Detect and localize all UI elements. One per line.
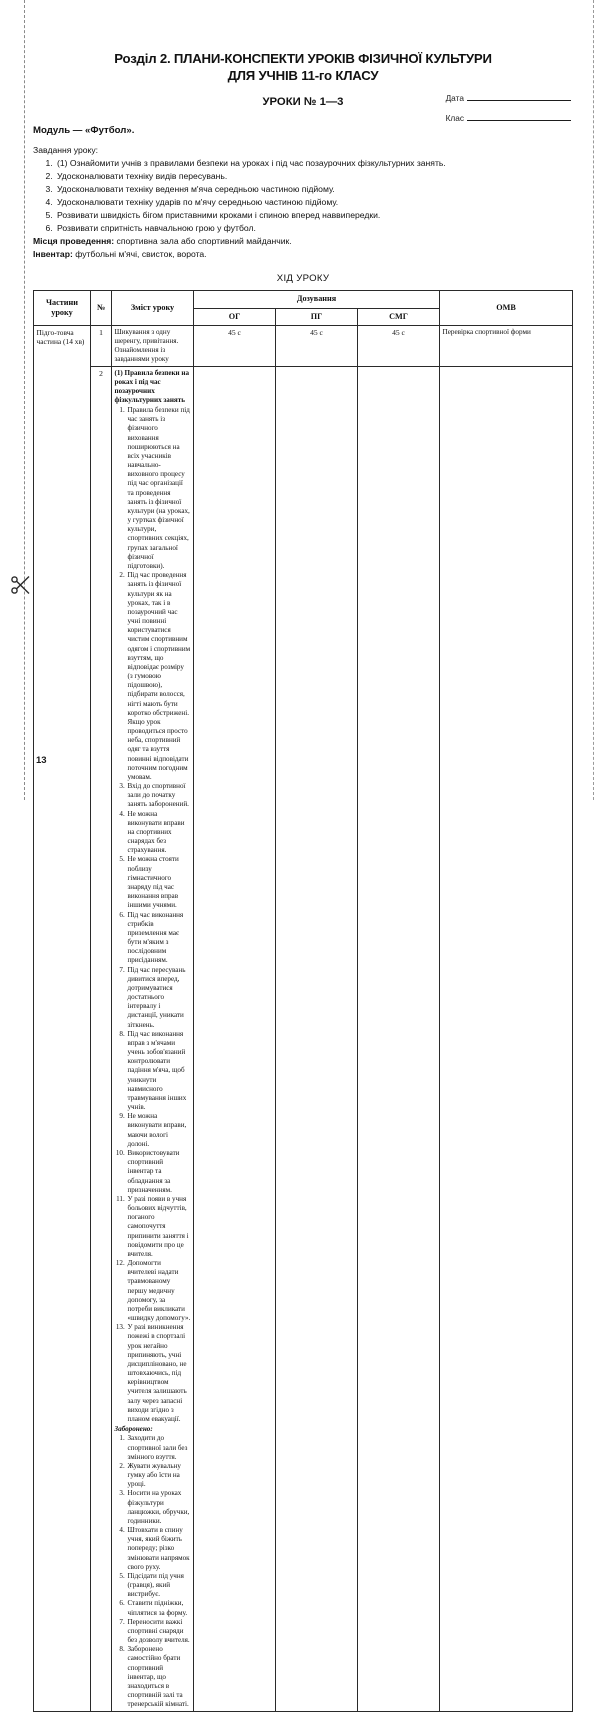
- th-omv: ОМВ: [440, 291, 573, 326]
- safety-rules-list: [115, 406, 191, 1424]
- th-dosage-pg: ПГ: [276, 308, 358, 326]
- page-title-line-2: ДЛЯ УЧНІВ 11-го КЛАСУ: [227, 68, 379, 84]
- list-item: 3. Вхід до спортивної зали до початку занять заборонений.: [127, 782, 191, 810]
- th-dosage-smg: СМГ: [358, 308, 440, 326]
- list-item: 12. Допомогти вчителеві надати травмованому першу медичну допомогу, за потреби викликати «швидку допомогу».: [127, 1259, 191, 1323]
- list-item: 4. Не можна виконувати вправи на спортивних снарядах без страхування.: [127, 810, 191, 856]
- cell-dosage-pg: [276, 367, 358, 1712]
- table-header: [34, 291, 573, 326]
- class-label: Клас: [445, 113, 464, 123]
- cell-content: Шикування з одну шеренгу, привітання. Ознайомлення із завданнями уроку: [112, 326, 194, 367]
- list-item: 7. Переносити важкі спортивні снаряди без дозволу вчителя.: [127, 1618, 191, 1646]
- list-item: 3. Носити на уроках фізкультури ланцюжки, обручки, годинники.: [127, 1489, 191, 1526]
- list-item: 4. Штовхати в спину учня, який біжить попереду; різко змінювати напрямок свого руху.: [127, 1526, 191, 1572]
- list-item: 6. Розвивати спритність навчальною грою у футбол.: [55, 222, 573, 235]
- class-input-rule[interactable]: [467, 112, 571, 121]
- table-row: [34, 326, 573, 367]
- lesson-number-heading: УРОКИ № 1—3: [262, 95, 344, 108]
- cell-omv: Перевірка спортивної форми: [440, 326, 573, 367]
- list-item: 8. Заборонено самостійно брати спортивний інвентар, що знаходиться в спортивній залі та тренерській кімнаті.: [127, 1645, 191, 1709]
- bans-title: Заборонено:: [114, 1425, 153, 1434]
- cell-content-safety-rules: [112, 367, 194, 1712]
- list-item: 6. Ставити підніжки, чіплятися за форму.: [127, 1599, 191, 1617]
- place-value: спортивна зала або спортивний майданчик.: [116, 236, 292, 247]
- list-item: 5. Підсідати під учня (гравця), який вистрибує.: [127, 1572, 191, 1600]
- list-item: 1. Заходити до спортивної зали без змінного взуття.: [127, 1434, 191, 1462]
- place-line: [33, 235, 573, 248]
- equipment-value: футбольні м'ячі, свисток, ворота.: [75, 249, 207, 260]
- cell-dosage-og: [194, 367, 276, 1712]
- list-item: 2. Удосконалювати техніку видів пересувань.: [55, 170, 573, 183]
- equipment-label: Інвентар:: [33, 249, 73, 260]
- lesson-plan-table: [33, 290, 573, 1712]
- cell-omv: [440, 367, 573, 1712]
- list-item: 2. Жувати жувальну гумку або їсти на уроці.: [127, 1462, 191, 1490]
- th-dosage-og: ОГ: [194, 308, 276, 326]
- cell-num: 2: [91, 367, 112, 1712]
- cell-dosage-smg: [358, 367, 440, 1712]
- th-dosage: Дозування: [194, 291, 440, 309]
- list-item: 1. Правила безпеки під час занять із фізичного виховання поширюються на всіх учасників навчально-виховного процесу під час організації та проведення занять із фізичної культури (на уроках, у гуртках фізичної культури, спортивних секціях, групах загальної фізичної підготовки).: [127, 406, 191, 571]
- cell-dosage-og: 45 с: [194, 326, 276, 367]
- cell-part: Підго-товча частина (14 хв): [34, 326, 91, 1712]
- tasks-list: [33, 157, 573, 235]
- equipment-line: [33, 248, 573, 261]
- list-item: 11. У разі появи в учня больових відчуттів, поганого самопочуття припинити заняття і повідомити про це вчителя.: [127, 1195, 191, 1259]
- cell-dosage-smg: 45 с: [358, 326, 440, 367]
- list-item: 2. Під час проведення занять із фізичної культури як на уроках, так і в позаурочний час учні повинні користуватися чистим спортивним одягом і спортивним взуттям, що відповідає розміру (з гумовою підошвою), підбирати волосся, нігті мають бути коротко обстрижені. Якщо урок проводиться просто неба, спортивний одяг та взуття повинні відповідати поточним погодним умовам.: [127, 571, 191, 782]
- cell-num: 1: [91, 326, 112, 367]
- list-item: 5. Розвивати швидкість бігом приставними кроками і спиною вперед наввипередки.: [55, 209, 573, 222]
- cell-dosage-pg: 45 с: [276, 326, 358, 367]
- th-part: Частини уроку: [34, 291, 91, 326]
- bans-list: [115, 1434, 191, 1709]
- list-item: 8. Під час виконання вправ з м'ячами учень зобов'язаний контролювати падіння м'яча, щоб уникнути навмисного травмування інших учнів.: [127, 1030, 191, 1113]
- cut-line-right: [593, 0, 594, 800]
- list-item: 5. Не можна стояти поблизу гімнастичного знаряду під час виконання вправ іншими учнями.: [127, 855, 191, 910]
- th-content: Зміст уроку: [112, 291, 194, 326]
- scissors-icon: [9, 573, 33, 597]
- list-item: 6. Під час виконання стрибків приземлення має бути м'яким з послідовним присіданням.: [127, 911, 191, 966]
- list-item: 7. Під час пересувань дивитися вперед, дотримуватися достатнього інтервалу і дистанції, уникати зіткнень.: [127, 966, 191, 1030]
- table-body: [34, 326, 573, 1712]
- class-field-row: [446, 112, 571, 123]
- list-item: 1. (1) Ознайомити учнів з правилами безпеки на уроках і під час позаурочних фізкультурних занять.: [55, 157, 573, 170]
- page-number: 13: [36, 755, 47, 766]
- list-item: 4. Удосконалювати техніку ударів по м'ячу середньою частиною підйому.: [55, 196, 573, 209]
- table-header-row-1: [34, 291, 573, 309]
- page-sheet: [33, 0, 573, 1709]
- list-item: 3. Удосконалювати техніку ведення м'яча середньою частиною підйому.: [55, 183, 573, 196]
- safety-rules-title: (1) Правила безпеки на роках і під час позаурочних фізкультурних занять: [114, 368, 190, 405]
- date-label: Дата: [445, 93, 464, 103]
- th-num: №: [91, 291, 112, 326]
- date-input-rule[interactable]: [467, 92, 571, 101]
- page-title: [33, 0, 573, 85]
- table-row: [34, 367, 573, 1712]
- table-caption: ХІД УРОКУ: [276, 273, 330, 284]
- list-item: 9. Не можна виконувати вправи, маючи вологі долоні.: [127, 1112, 191, 1149]
- page-title-line-1: Розділ 2. ПЛАНИ-КОНСПЕКТИ УРОКІВ ФІЗИЧНОЇ КУЛЬТУРИ: [114, 51, 492, 66]
- list-item: 10. Використовувати спортивний інвентар та обладнання за призначенням.: [127, 1149, 191, 1195]
- list-item: 13. У разі виникнення пожежі в спортзалі урок негайно припиняють, учні дисципліновано, не штовхаючись, під керівництвом учителя залишають залу через запасні виходи згідно з планом евакуації.: [127, 1323, 191, 1424]
- date-field-row: [446, 92, 571, 103]
- cut-line-left: [24, 0, 25, 800]
- form-fields: [446, 92, 571, 132]
- place-label: Місця проведення:: [33, 236, 115, 247]
- module-line: Модуль — «Футбол».: [33, 124, 135, 136]
- tasks-heading: Завдання уроку:: [33, 144, 99, 155]
